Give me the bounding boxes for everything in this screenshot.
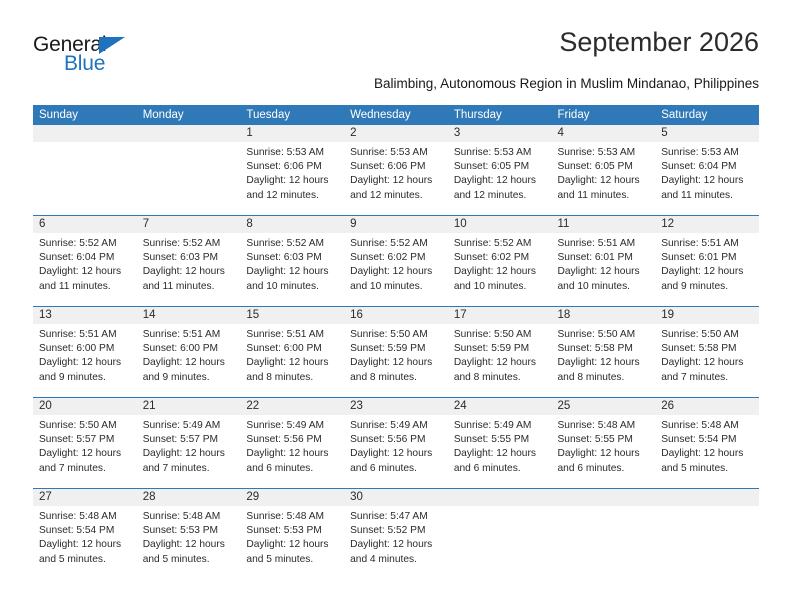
day-sun-info xyxy=(33,506,137,567)
calendar-week-row xyxy=(33,125,759,215)
day-sun-info-line: Daylight: 12 hours xyxy=(557,357,640,369)
day-sun-info-line: Sunrise: 5:51 AM xyxy=(246,329,324,340)
calendar-week-row xyxy=(33,215,759,306)
day-sun-info xyxy=(344,415,448,476)
weekday-header-saturday: Saturday xyxy=(661,109,708,121)
day-sun-info xyxy=(240,506,344,567)
day-sun-info-line: Daylight: 12 hours xyxy=(142,266,225,278)
day-sun-info-line: Daylight: 12 hours xyxy=(661,175,744,187)
day-sun-info xyxy=(137,415,241,476)
calendar-day-cell-empty xyxy=(448,489,552,579)
day-sun-info-line: and 12 minutes. xyxy=(350,189,423,201)
day-sun-info-line: Sunrise: 5:52 AM xyxy=(246,238,324,249)
calendar-day-cell[interactable] xyxy=(240,307,344,397)
day-sun-info-line: Sunset: 6:03 PM xyxy=(142,252,219,264)
calendar-day-cell[interactable] xyxy=(33,398,137,488)
day-sun-info-line: Sunrise: 5:53 AM xyxy=(246,147,324,158)
day-sun-info-line: and 11 minutes. xyxy=(557,189,630,201)
calendar-grid xyxy=(33,105,759,579)
day-sun-info-line: and 5 minutes. xyxy=(661,462,729,474)
day-number: 2 xyxy=(344,125,448,142)
day-sun-info-line: Sunrise: 5:48 AM xyxy=(557,420,636,431)
day-number: 29 xyxy=(240,489,344,506)
day-sun-info-line: Daylight: 12 hours xyxy=(142,448,225,460)
calendar-day-cell[interactable] xyxy=(552,398,656,488)
day-sun-info xyxy=(240,142,344,203)
day-sun-info xyxy=(552,415,656,476)
day-sun-info-line: Sunset: 5:57 PM xyxy=(39,434,115,446)
day-sun-info xyxy=(240,415,344,476)
day-number: 18 xyxy=(552,307,656,324)
day-sun-info xyxy=(552,506,656,510)
calendar-day-cell-empty xyxy=(655,489,759,579)
calendar-week-row xyxy=(33,488,759,579)
day-sun-info-line: and 5 minutes. xyxy=(39,553,106,565)
weekday-header-sunday: Sunday xyxy=(39,109,79,121)
day-sun-info-line: Daylight: 12 hours xyxy=(142,539,225,551)
day-sun-info-line: Sunrise: 5:48 AM xyxy=(661,420,739,431)
day-sun-info xyxy=(448,324,552,385)
day-number: 6 xyxy=(33,216,137,233)
day-sun-info-line: Sunset: 5:55 PM xyxy=(557,434,633,446)
day-sun-info-line: Sunset: 5:54 PM xyxy=(39,525,115,537)
day-sun-info-line: and 12 minutes. xyxy=(453,189,527,201)
day-sun-info-line: and 11 minutes. xyxy=(661,189,733,201)
day-number: 10 xyxy=(448,216,552,233)
day-sun-info-line: Sunset: 6:02 PM xyxy=(350,252,426,264)
day-sun-info-line: Sunset: 6:03 PM xyxy=(246,252,322,264)
day-sun-info xyxy=(344,233,448,294)
day-sun-info-line: Daylight: 12 hours xyxy=(661,357,744,369)
day-sun-info-line: Sunrise: 5:51 AM xyxy=(39,329,117,340)
day-sun-info-line: Sunset: 5:53 PM xyxy=(142,525,219,537)
calendar-day-cell[interactable] xyxy=(655,125,759,215)
logo-text-blue: Blue xyxy=(64,52,106,75)
day-sun-info-line: Sunset: 5:57 PM xyxy=(142,434,219,446)
day-number xyxy=(552,489,656,506)
day-sun-info-line: Sunset: 6:01 PM xyxy=(557,252,633,264)
calendar-day-cell[interactable] xyxy=(33,489,137,579)
day-number: 24 xyxy=(448,398,552,415)
calendar-week-row xyxy=(33,306,759,397)
day-sun-info xyxy=(448,415,552,476)
day-sun-info-line: and 5 minutes. xyxy=(246,553,314,565)
calendar-day-cell[interactable] xyxy=(344,307,448,397)
day-sun-info-line: Daylight: 12 hours xyxy=(350,266,433,278)
weekday-header-row xyxy=(33,105,759,125)
day-sun-info xyxy=(552,324,656,385)
day-sun-info xyxy=(137,506,241,567)
calendar-day-cell[interactable] xyxy=(240,398,344,488)
day-sun-info-line: Daylight: 12 hours xyxy=(39,357,122,369)
day-sun-info xyxy=(448,233,552,294)
day-number: 12 xyxy=(655,216,759,233)
day-sun-info-line: Sunset: 5:58 PM xyxy=(557,343,633,355)
day-sun-info-line: Daylight: 12 hours xyxy=(453,448,536,460)
calendar-week-row xyxy=(33,397,759,488)
day-sun-info-line: and 7 minutes. xyxy=(39,462,106,474)
day-sun-info-line: and 8 minutes. xyxy=(557,371,625,383)
day-sun-info-line: Daylight: 12 hours xyxy=(453,266,536,278)
weekday-header-thursday: Thursday xyxy=(453,109,502,121)
day-sun-info-line: Sunset: 5:59 PM xyxy=(350,343,426,355)
calendar-day-cell[interactable] xyxy=(344,489,448,579)
day-sun-info-line: Daylight: 12 hours xyxy=(350,175,433,187)
day-sun-info-line: Sunrise: 5:51 AM xyxy=(142,329,221,340)
day-sun-info-line: and 10 minutes. xyxy=(246,280,319,292)
day-sun-info-line: and 10 minutes. xyxy=(350,280,423,292)
calendar-day-cell[interactable] xyxy=(240,489,344,579)
calendar-day-cell[interactable] xyxy=(137,398,241,488)
day-sun-info-line: Daylight: 12 hours xyxy=(350,357,433,369)
day-sun-info xyxy=(344,506,448,567)
day-sun-info-line: Daylight: 12 hours xyxy=(246,539,329,551)
day-sun-info-line: and 4 minutes. xyxy=(350,553,417,565)
day-sun-info-line: Sunset: 6:01 PM xyxy=(661,252,737,264)
day-sun-info-line: and 7 minutes. xyxy=(142,462,210,474)
logo-text-general: General xyxy=(33,33,107,56)
day-number: 17 xyxy=(448,307,552,324)
day-sun-info-line: and 12 minutes. xyxy=(246,189,319,201)
day-sun-info-line: Sunset: 5:56 PM xyxy=(350,434,426,446)
day-sun-info-line: Sunrise: 5:50 AM xyxy=(557,329,636,340)
day-sun-info-line: Daylight: 12 hours xyxy=(39,266,122,278)
calendar-day-cell[interactable] xyxy=(33,216,137,306)
day-sun-info-line: Sunset: 6:00 PM xyxy=(246,343,322,355)
calendar-day-cell[interactable] xyxy=(655,216,759,306)
day-sun-info-line: Sunset: 5:52 PM xyxy=(350,525,426,537)
calendar-day-cell[interactable] xyxy=(655,398,759,488)
day-sun-info-line: Daylight: 12 hours xyxy=(661,448,744,460)
day-sun-info-line: Sunrise: 5:49 AM xyxy=(142,420,221,431)
calendar-day-cell[interactable] xyxy=(655,307,759,397)
calendar-day-cell[interactable] xyxy=(137,216,241,306)
day-sun-info-line: and 8 minutes. xyxy=(246,371,314,383)
calendar-day-cell[interactable] xyxy=(448,307,552,397)
day-sun-info-line: and 9 minutes. xyxy=(142,371,210,383)
day-number: 8 xyxy=(240,216,344,233)
day-sun-info-line: Daylight: 12 hours xyxy=(350,448,433,460)
day-sun-info xyxy=(655,415,759,476)
day-sun-info-line: Daylight: 12 hours xyxy=(142,357,225,369)
day-number: 25 xyxy=(552,398,656,415)
day-sun-info xyxy=(552,233,656,294)
day-sun-info-line: Daylight: 12 hours xyxy=(246,448,329,460)
day-sun-info-line: Sunrise: 5:49 AM xyxy=(453,420,532,431)
day-sun-info-line: Sunrise: 5:52 AM xyxy=(453,238,532,249)
day-sun-info-line: and 6 minutes. xyxy=(246,462,314,474)
weekday-header-wednesday: Wednesday xyxy=(350,109,411,121)
day-number: 9 xyxy=(344,216,448,233)
calendar-day-cell[interactable] xyxy=(448,125,552,215)
day-sun-info-line: Daylight: 12 hours xyxy=(557,175,640,187)
day-number: 7 xyxy=(137,216,241,233)
day-sun-info-line: Daylight: 12 hours xyxy=(557,266,640,278)
page-subtitle: Balimbing, Autonomous Region in Muslim Mindanao, Philippines xyxy=(374,76,759,91)
day-sun-info-line: Sunrise: 5:51 AM xyxy=(661,238,739,249)
day-sun-info-line: Sunrise: 5:50 AM xyxy=(661,329,739,340)
day-sun-info-line: Daylight: 12 hours xyxy=(453,357,536,369)
day-sun-info-line: Sunrise: 5:53 AM xyxy=(453,147,532,158)
day-sun-info xyxy=(344,142,448,203)
calendar-day-cell[interactable] xyxy=(448,216,552,306)
day-sun-info-line: and 9 minutes. xyxy=(661,280,729,292)
day-sun-info-line: Sunrise: 5:52 AM xyxy=(350,238,428,249)
day-sun-info-line: and 6 minutes. xyxy=(350,462,417,474)
day-sun-info xyxy=(448,142,552,203)
day-number: 1 xyxy=(240,125,344,142)
day-number: 21 xyxy=(137,398,241,415)
day-sun-info xyxy=(33,142,137,146)
day-sun-info-line: Sunrise: 5:47 AM xyxy=(350,511,428,522)
day-sun-info-line: and 11 minutes. xyxy=(39,280,111,292)
day-sun-info-line: Daylight: 12 hours xyxy=(246,175,329,187)
weekday-header-tuesday: Tuesday xyxy=(246,109,291,121)
day-number: 15 xyxy=(240,307,344,324)
calendar-day-cell[interactable] xyxy=(552,216,656,306)
day-number: 4 xyxy=(552,125,656,142)
day-sun-info-line: Sunset: 6:05 PM xyxy=(557,161,633,173)
day-number: 3 xyxy=(448,125,552,142)
day-sun-info-line: and 10 minutes. xyxy=(557,280,631,292)
day-sun-info-line: Daylight: 12 hours xyxy=(39,539,122,551)
day-sun-info-line: Sunset: 6:00 PM xyxy=(142,343,219,355)
calendar-day-cell[interactable] xyxy=(240,216,344,306)
calendar-day-cell[interactable] xyxy=(33,307,137,397)
day-sun-info-line: Sunset: 6:06 PM xyxy=(350,161,426,173)
day-number: 19 xyxy=(655,307,759,324)
day-sun-info-line: Daylight: 12 hours xyxy=(350,539,433,551)
day-number: 30 xyxy=(344,489,448,506)
page-title: September 2026 xyxy=(559,27,759,57)
day-sun-info-line: Sunset: 6:04 PM xyxy=(661,161,737,173)
day-sun-info-line: Sunset: 5:59 PM xyxy=(453,343,530,355)
day-number: 26 xyxy=(655,398,759,415)
day-sun-info-line: Sunrise: 5:51 AM xyxy=(557,238,636,249)
day-number: 20 xyxy=(33,398,137,415)
day-number: 11 xyxy=(552,216,656,233)
day-sun-info-line: Daylight: 12 hours xyxy=(557,448,640,460)
day-sun-info-line: and 8 minutes. xyxy=(453,371,521,383)
day-sun-info xyxy=(137,142,241,146)
day-number xyxy=(655,489,759,506)
day-sun-info-line: Sunrise: 5:49 AM xyxy=(246,420,324,431)
day-number: 13 xyxy=(33,307,137,324)
day-sun-info xyxy=(33,233,137,294)
day-sun-info-line: Sunset: 6:02 PM xyxy=(453,252,530,264)
day-sun-info-line: Sunset: 5:54 PM xyxy=(661,434,737,446)
page-header xyxy=(33,26,759,100)
day-sun-info-line: Sunset: 5:58 PM xyxy=(661,343,737,355)
day-sun-info-line: Sunrise: 5:50 AM xyxy=(39,420,117,431)
calendar-day-cell[interactable] xyxy=(344,398,448,488)
weekday-header-monday: Monday xyxy=(142,109,184,121)
day-number: 16 xyxy=(344,307,448,324)
day-sun-info-line: Sunrise: 5:52 AM xyxy=(39,238,117,249)
calendar-day-cell-empty xyxy=(552,489,656,579)
calendar-day-cell[interactable] xyxy=(240,125,344,215)
calendar-day-cell-empty xyxy=(33,125,137,215)
day-sun-info xyxy=(240,233,344,294)
day-sun-info-line: and 8 minutes. xyxy=(350,371,417,383)
calendar-day-cell[interactable] xyxy=(448,398,552,488)
day-sun-info-line: and 7 minutes. xyxy=(661,371,729,383)
day-number xyxy=(137,125,241,142)
day-number: 27 xyxy=(33,489,137,506)
calendar-day-cell-empty xyxy=(137,125,241,215)
calendar-day-cell[interactable] xyxy=(137,307,241,397)
day-sun-info-line: Daylight: 12 hours xyxy=(246,357,329,369)
day-sun-info-line: Sunset: 6:05 PM xyxy=(453,161,530,173)
day-sun-info-line: Daylight: 12 hours xyxy=(39,448,122,460)
day-sun-info-line: Sunrise: 5:48 AM xyxy=(246,511,324,522)
day-number: 5 xyxy=(655,125,759,142)
day-sun-info-line: Sunrise: 5:49 AM xyxy=(350,420,428,431)
day-sun-info-line: Sunrise: 5:50 AM xyxy=(453,329,532,340)
day-sun-info-line: and 6 minutes. xyxy=(557,462,625,474)
day-sun-info xyxy=(448,506,552,510)
day-number: 23 xyxy=(344,398,448,415)
day-sun-info-line: Sunset: 6:04 PM xyxy=(39,252,115,264)
day-sun-info-line: and 9 minutes. xyxy=(39,371,106,383)
day-sun-info-line: and 5 minutes. xyxy=(142,553,210,565)
day-sun-info xyxy=(655,233,759,294)
day-sun-info xyxy=(344,324,448,385)
day-sun-info-line: Sunrise: 5:52 AM xyxy=(142,238,221,249)
general-blue-logo xyxy=(33,34,173,84)
day-number: 14 xyxy=(137,307,241,324)
day-sun-info xyxy=(552,142,656,203)
calendar-day-cell[interactable] xyxy=(137,489,241,579)
day-sun-info-line: Sunset: 6:06 PM xyxy=(246,161,322,173)
day-sun-info-line: Daylight: 12 hours xyxy=(246,266,329,278)
day-sun-info xyxy=(655,142,759,203)
calendar-day-cell[interactable] xyxy=(552,125,656,215)
day-sun-info-line: Sunrise: 5:53 AM xyxy=(557,147,636,158)
day-sun-info xyxy=(240,324,344,385)
day-sun-info-line: Sunset: 5:56 PM xyxy=(246,434,322,446)
day-sun-info xyxy=(33,415,137,476)
day-sun-info-line: and 11 minutes. xyxy=(142,280,215,292)
day-sun-info-line: Sunrise: 5:53 AM xyxy=(661,147,739,158)
day-number xyxy=(448,489,552,506)
day-sun-info xyxy=(655,506,759,510)
day-sun-info-line: and 10 minutes. xyxy=(453,280,527,292)
day-sun-info xyxy=(33,324,137,385)
day-sun-info-line: Sunset: 6:00 PM xyxy=(39,343,115,355)
day-sun-info-line: Sunrise: 5:53 AM xyxy=(350,147,428,158)
day-sun-info-line: Sunset: 5:53 PM xyxy=(246,525,322,537)
day-sun-info xyxy=(137,233,241,294)
calendar-day-cell[interactable] xyxy=(344,125,448,215)
weekday-header-friday: Friday xyxy=(557,109,590,121)
day-sun-info-line: Sunset: 5:55 PM xyxy=(453,434,530,446)
day-number: 28 xyxy=(137,489,241,506)
day-sun-info-line: Daylight: 12 hours xyxy=(661,266,744,278)
day-sun-info-line: and 6 minutes. xyxy=(453,462,521,474)
calendar-weeks xyxy=(33,125,759,579)
day-sun-info xyxy=(655,324,759,385)
calendar-day-cell[interactable] xyxy=(552,307,656,397)
day-number: 22 xyxy=(240,398,344,415)
day-sun-info xyxy=(137,324,241,385)
day-sun-info-line: Sunrise: 5:48 AM xyxy=(39,511,117,522)
calendar-day-cell[interactable] xyxy=(344,216,448,306)
day-sun-info-line: Sunrise: 5:50 AM xyxy=(350,329,428,340)
day-number xyxy=(33,125,137,142)
day-sun-info-line: Daylight: 12 hours xyxy=(453,175,536,187)
day-sun-info-line: Sunrise: 5:48 AM xyxy=(142,511,221,522)
